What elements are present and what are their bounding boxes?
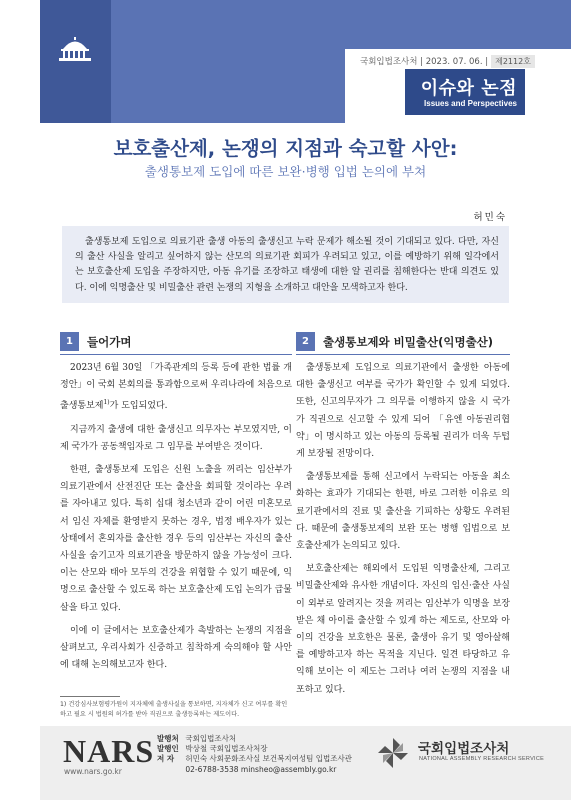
contact-value: 02-6788-3538 minsheo@assembly.go.kr xyxy=(185,764,337,774)
section-1-number: 1 xyxy=(60,332,79,351)
footnote-ref: 1) xyxy=(103,399,110,407)
footer xyxy=(40,726,571,800)
section-2-body xyxy=(296,360,510,705)
nars-logo: NARS xyxy=(63,733,155,769)
footnote-divider xyxy=(60,696,120,697)
author-label: 저 자 xyxy=(157,754,175,764)
nars-pinwheel-icon xyxy=(376,736,410,770)
issue-date-line: 국회입법조사처 | 2023. 07. 06. | xyxy=(360,57,489,67)
section-2-paragraph: 출생통보제 도입으로 의료기관에서 출생한 아동에 대한 출생신고 여부를 국가가 확인할 수 있게 되었다. 또한, 신고의무자가 그 의무를 이행하지 않을 시 국가가 직권으로 신고할 수 있게 되어 「유엔 아동권리협약」이 명시하고 있는 아동의 등록될 권리가 더욱 두텁게 보장될 전망이다. xyxy=(296,363,510,460)
section-1-paragraph: 지금까지 출생에 대한 출생신고 의무자는 부모였지만, 이제 국가가 공동책임자로 그 임무를 부여받은 것이다. xyxy=(60,424,292,452)
footnote: 1) 건강심사보험평가원이 지자체에 출생사실을 통보하면, 지자체가 신고 여부를 확인하고 필요 시 법원의 허가를 받아 직권으로 출생등록하는 제도이다. xyxy=(60,701,288,718)
section-2-rule xyxy=(296,354,510,355)
issuer-line xyxy=(157,744,352,754)
author-value: 허민숙 사회문화조사실 보건복지여성팀 입법조사관 xyxy=(185,754,352,764)
abstract-text: 출생통보제 도입으로 의료기관 출생 아동의 출생신고 누락 문제가 해소될 것이 기대되고 있다. 다만, 자신의 출산 사실을 알리고 싶어하지 않는 산모의 의료기관 회피가 우려되고 있고, 이를 예방하기 위해 일각에서는 보호출산제 도입을 주장하지만, 아동 유기를 조장하고 태생에 대한 알 권리를 침해한다는 반대 의견도 있다. 이에 익명출산 및 비밀출산 관련 논쟁의 지형을 소개하고 대안을 모색하고자 한다. xyxy=(75,237,499,293)
issuer-label: 발행인 xyxy=(157,744,179,754)
publisher-line xyxy=(157,734,352,744)
series-box xyxy=(405,69,525,115)
issue-number: 제2112호 xyxy=(491,55,535,68)
section-2-paragraph: 출생통보제를 통해 신고에서 누락되는 아동을 최소화하는 효과가 기대되는 한편, 바로 그러한 이유로 의료기관에서의 진료 및 출산을 기피하는 상황도 우려된다. 때문에 출생통보제의 보완 또는 병행 입법으로 보호출산제가 논의되고 있다. xyxy=(296,472,510,552)
contact-line xyxy=(157,765,352,775)
section-1-paragraph xyxy=(60,360,292,416)
section-1-body xyxy=(60,360,292,680)
abstract-box xyxy=(62,226,509,303)
page-title: 보호출산제, 논쟁의 지점과 숙고할 사안: xyxy=(113,137,458,160)
org-name-en: NATIONAL ASSEMBLY RESEARCH SERVICE xyxy=(419,756,545,762)
section-1-p1-text-end: 가 도입되었다. xyxy=(109,401,168,412)
section-1-header xyxy=(60,332,292,351)
author-line xyxy=(157,754,352,764)
publisher-label: 발행처 xyxy=(157,734,179,743)
section-2-header xyxy=(296,332,510,351)
assembly-dome-icon xyxy=(57,36,93,62)
org-name: 국회입법조사처 xyxy=(418,741,510,757)
section-2-number: 2 xyxy=(296,332,315,351)
section-1-title: 들어가며 xyxy=(87,335,132,349)
publication-info xyxy=(157,734,352,775)
issue-meta xyxy=(360,55,560,68)
section-1-paragraph: 한편, 출생통보제 도입은 신원 노출을 꺼리는 임산부가 의료기관에서 산전진단 또는 출산을 회피할 것이라는 우려를 자아내고 있다. 특히 십대 청소년과 같이 어린 미혼모로서 임신 자체를 환영받지 못하는 경우, 법정 배우자가 있는 상태에서 혼외자를 출산한 경우 등의 임산부는 자신의 출산 사실을 숨기고자 의료기관을 방문하지 않을 가능성이 크다. 이는 산모와 태아 모두의 건강을 위협할 수 있기 때문에, 익명으로 출산할 수 있도록 하는 보호출산제 도입 논의가 급물살을 타고 있다. xyxy=(60,465,292,613)
section-1-rule xyxy=(60,354,292,355)
series-title: 이슈와 논점 xyxy=(420,78,517,99)
assembly-logo-block xyxy=(40,0,111,123)
section-2-paragraph: 보호출산제는 해외에서 도입된 익명출산제, 그리고 비밀출산제와 유사한 개념이다. 자신의 임신·출산 사실이 외부로 알려지는 것을 꺼리는 임산부가 익명을 보장받은 채 아이를 출산할 수 있게 하는 제도로, 산모와 아이의 건강을 보호한은 물론, 출생아 유기 및 영아살해를 예방하고자 하는 목적을 지닌다. 일견 타당하고 유익해 보이는 이 제도는 그러나 여러 논쟁의 지점을 내포하고 있다. xyxy=(296,564,510,695)
page-subtitle: 출생통보제 도입에 따른 보완·병행 입법 논의에 부쳐 xyxy=(144,164,427,179)
section-2-title: 출생통보제와 비밀출산(익명출산) xyxy=(323,335,494,349)
website-link[interactable]: www.nars.go.kr xyxy=(64,767,122,776)
issuer-value: 박상철 국회입법조사처장 xyxy=(185,744,268,754)
publisher-value: 국회입법조사처 xyxy=(185,734,237,743)
section-1-paragraph: 이에 이 글에서는 보호출산제가 촉발하는 논쟁의 지점을 살펴보고, 우리사회가 신중하고 침착하게 숙의해야 할 사안에 대해 논의해보고자 한다. xyxy=(60,625,292,671)
section-1-p1-text: 2023년 6월 30일 「가족관계의 등록 등에 관한 법률 개정안」이 국회 본회의를 통과함으로써 우리나라에 처음으로 출생통보제 xyxy=(60,363,292,412)
series-subtitle: Issues and Perspectives xyxy=(424,99,517,108)
author-name: 허민숙 xyxy=(473,212,507,223)
